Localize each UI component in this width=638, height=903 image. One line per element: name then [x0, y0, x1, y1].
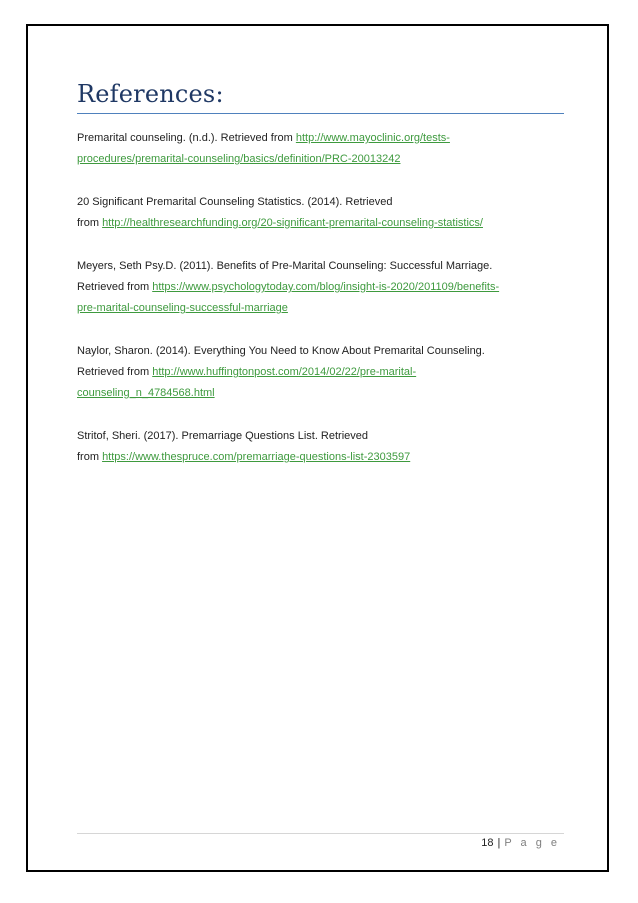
reference-link[interactable]: procedures/premarital-counseling/basics/definition/PRC-20013242	[77, 153, 401, 165]
reference-entry	[77, 192, 557, 234]
reference-line	[77, 192, 557, 213]
reference-link[interactable]: https://www.thespruce.com/premarriage-questions-list-2303597	[102, 451, 411, 463]
footer-separator: |	[497, 837, 501, 849]
reference-line	[77, 298, 557, 319]
page-number: 18	[481, 837, 494, 849]
reference-text: Retrieved from	[77, 366, 153, 378]
reference-line	[77, 447, 557, 468]
references-heading: References:	[77, 80, 224, 108]
reference-link[interactable]: http://www.huffingtonpost.com/2014/02/22/pre-marital-	[152, 366, 417, 378]
reference-entry	[77, 341, 557, 404]
page-footer	[481, 837, 560, 849]
reference-line	[77, 362, 557, 383]
reference-link[interactable]: https://www.psychologytoday.com/blog/insight-is-2020/201109/benefits-	[152, 281, 500, 293]
page-label: P a g e	[504, 837, 560, 849]
reference-text: Stritof, Sheri. (2017). Premarriage Questions List. Retrieved	[77, 430, 369, 442]
reference-link[interactable]: pre-marital-counseling-successful-marriage	[77, 302, 288, 314]
reference-line	[77, 383, 557, 404]
reference-entry	[77, 128, 557, 170]
reference-text: Premarital counseling. (n.d.). Retrieved from	[77, 132, 296, 144]
reference-line	[77, 149, 557, 170]
reference-text: Meyers, Seth Psy.D. (2011). Benefits of Pre-Marital Counseling: Successful Marriage.	[77, 260, 493, 272]
reference-text: from	[77, 217, 103, 229]
reference-text: Retrieved from	[77, 281, 153, 293]
reference-link[interactable]: http://www.mayoclinic.org/tests-	[295, 132, 450, 144]
reference-line	[77, 213, 557, 234]
reference-line	[77, 256, 557, 277]
heading-underline	[77, 113, 564, 114]
reference-line	[77, 426, 557, 447]
footer-divider	[77, 833, 564, 834]
reference-link[interactable]: http://healthresearchfunding.org/20-significant-premarital-counseling-statistics/	[102, 217, 483, 229]
reference-line	[77, 277, 557, 298]
reference-text: Naylor, Sharon. (2014). Everything You Need to Know About Premarital Counseling.	[77, 345, 485, 357]
reference-link[interactable]: counseling_n_4784568.html	[77, 387, 215, 399]
reference-entry	[77, 426, 557, 468]
reference-entry	[77, 256, 557, 319]
reference-line	[77, 341, 557, 362]
reference-line	[77, 128, 557, 149]
reference-text: from	[77, 451, 103, 463]
reference-text: 20 Significant Premarital Counseling Statistics. (2014). Retrieved	[77, 196, 393, 208]
